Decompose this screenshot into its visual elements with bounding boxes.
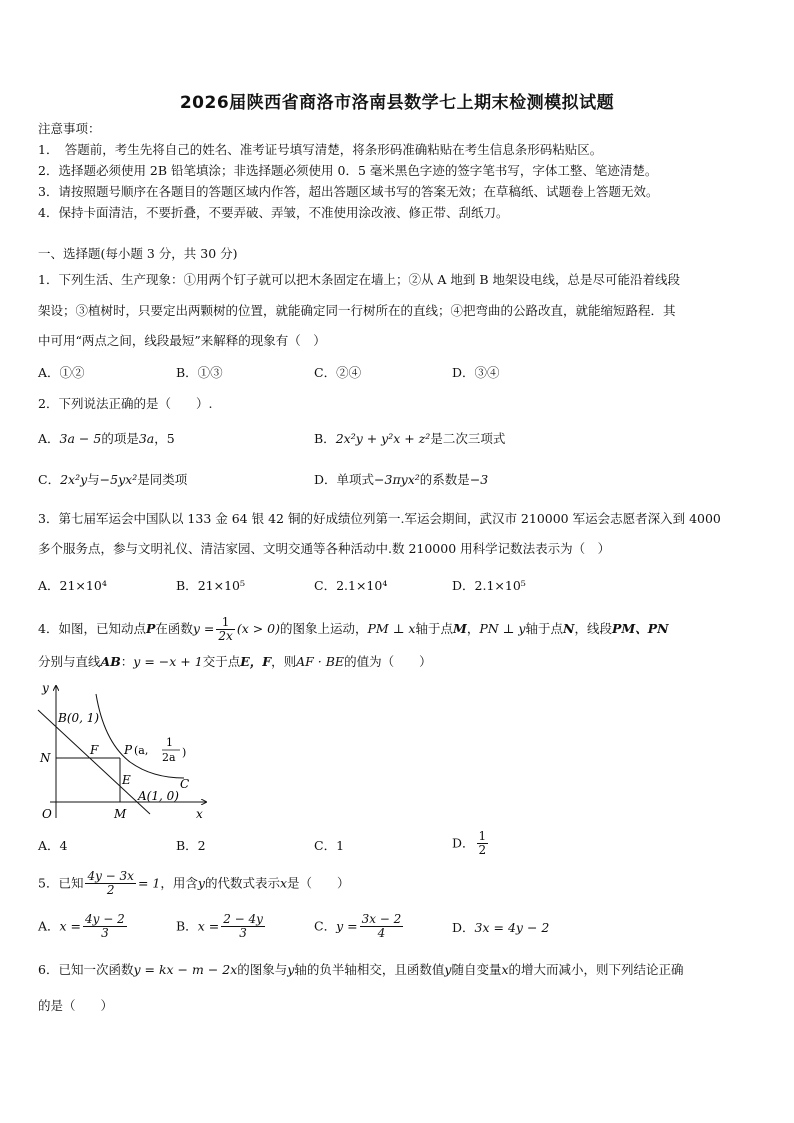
q1-option-a: A．①② [38,365,85,380]
q2-d-expr2: −3 [469,472,489,487]
note-item-1: 1． 答题前，考生先将自己的姓名、准考证号填写清楚，将条形码准确粘贴在考生信息条形码粘贴区。 [38,142,603,157]
q5-d-label: D． [452,920,475,935]
q2-a-expr: 3a − 5 [59,431,102,446]
q5-text-1: 5．已知 [38,875,84,891]
q4-line-1: 4．如图，已知动点P在函数y = $\frac{1}{2x}$ (x > 0)的图象上运动，PM ⊥ x轴于点M，PN ⊥ y轴于点N，线段PM、PN [38,615,669,643]
q4-point-n: N [563,621,575,636]
q3-c-label: C． [314,578,337,593]
q2-a-term2: ，5 [154,431,175,446]
label-x: x [196,807,203,821]
q2-b-tail: 是二次三项式 [430,431,506,446]
q6-var-x: x [501,962,509,977]
q4-text-3: 的图象上运动， [280,621,368,636]
q3-option-c [314,578,387,594]
q4-line-equation: y = −x + 1 [133,654,203,669]
q2-option-c [38,472,187,488]
q4-func-lhs: y = [192,621,215,636]
q3-b-value: 21×10⁵ [197,578,245,593]
q4-d-den: 2 [478,843,487,857]
q4-product: AF · BE [296,654,345,669]
label-p-coord: (a, [134,744,149,757]
q2-c-tail: 是同类项 [137,472,188,487]
q4-pn-perp: PN ⊥ y [479,621,526,636]
q5-b-den: 3 [239,926,247,940]
q4-text-9: 交于点 [202,654,241,669]
q2-d-label: D．单项式 [314,472,375,487]
q1-line-3: 中可用“两点之间，线段最短”来解释的现象有（ ） [38,333,326,348]
q3-a-value: 21×10⁴ [59,578,107,593]
line-ab [38,710,150,814]
q2-d-expr1: −3πyx² [374,472,420,487]
q5-a-lhs: x = [59,918,82,934]
note-item-3: 3．请按照题号顺序在各题目的答题区域内作答，超出答题区域书写的答案无效；在草稿纸、试题卷上答题无效。 [38,184,659,199]
q4-points-ef: E，F [240,654,272,669]
label-m: M [114,807,127,821]
q4-func-den: 2x [218,629,233,643]
q2-b-label: B． [314,431,336,446]
q5-option-d [452,920,549,936]
section-heading: 一、选择题(每小题 3 分，共 30 分) [38,246,238,261]
q6-expr: y = kx − m − 2x [133,962,238,977]
q5-c-frac [360,913,404,940]
q4-text-5: 轴于点 [525,621,563,636]
q2-c-mid: 与 [87,472,100,487]
q5-stem [38,870,350,897]
q4-func-frac [216,616,234,643]
q5-option-b [176,913,267,940]
label-p-num: 1 [166,736,173,749]
q5-c-label: C． [314,918,337,934]
q2-b-expr: 2x²y + y²x + z² [335,431,431,446]
q2-a-term: 3a [138,431,155,446]
label-e: E [122,773,131,787]
q4-segments: PM、PN [611,621,669,636]
q4-text-11: 的值为（ ） [344,654,432,669]
q4-option-a: A．4 [38,838,68,853]
q3-option-a [38,578,107,594]
q4-figure [34,680,224,825]
q4-text-10: ，则 [271,654,297,669]
q5-b-frac [221,913,265,940]
q2-option-d [314,472,488,488]
q5-var-x: x [279,875,288,891]
q3-c-value: 2.1×10⁴ [336,578,388,593]
q2-a-label: A． [38,431,60,446]
q4-func-num: 1 [216,616,234,630]
label-p-close: ) [182,746,187,759]
q5-b-lhs: x = [197,918,220,934]
q6-line-1 [38,962,684,978]
q3-a-label: A． [38,578,60,593]
q6-text-2: 的图象与 [237,962,288,977]
q4-option-c: C．1 [314,838,345,853]
q5-a-num: 4y − 2 [85,912,125,926]
page-title: 2026届陕西省商洛市洛南县数学七上期末检测模拟试题 [179,93,615,113]
q5-frac [85,870,136,897]
q4-text-8: ： [120,654,134,669]
q6-text-3: 轴的负半轴相交，且函数值 [294,962,445,977]
q5-eq: = 1 [137,875,161,891]
q4-text-7: 分别与直线 [38,654,101,669]
label-p-den: 2a [162,751,176,764]
q3-b-label: B． [176,578,198,593]
q6-var-y2: y [444,962,452,977]
q5-a-frac [83,913,127,940]
q4-d-label: D． [452,835,475,851]
q5-text-3: 的代数式表示 [204,875,280,891]
q5-den: 2 [106,883,115,897]
q4-d-frac [477,830,489,857]
q4-text-6: ，线段 [574,621,612,636]
q5-c-den: 4 [377,926,386,940]
q5-d-expr: 3x = 4y − 2 [474,920,550,935]
q5-a-label: A． [38,918,60,934]
q5-b-num: 2 − 4y [223,912,263,926]
q1-option-c: C．②④ [314,365,362,380]
q5-option-a [38,913,129,940]
q3-option-b [176,578,245,594]
q3-line-1: 3．第七届军运会中国队以 133 金 64 银 42 铜的好成绩位列第一.军运会期间，武汉市 210000 军运会志愿者深入到 4000 [38,511,721,526]
label-f: F [90,743,99,757]
notes-heading: 注意事项： [38,121,101,136]
label-p: P [124,743,133,757]
q4-text-4: 轴于点 [415,621,453,636]
label-o: O [42,807,52,821]
q6-var-y: y [287,962,295,977]
q6-text-5: 的增大而减小，则下列结论正确 [508,962,684,977]
label-c: C [180,777,190,791]
q4-point-m: M [453,621,467,636]
q4-text-2: 在函数 [155,621,193,636]
q5-a-den: 3 [101,926,109,940]
label-y: y [42,681,49,695]
q6-line-2: 的是（ ） [38,998,114,1013]
q5-text-4: 是（ ） [287,875,350,891]
q2-a-mid: 的项是 [101,431,139,446]
q5-num: 4y − 3x [87,869,134,883]
q4-d-num: 1 [478,829,487,843]
q1-option-d: D．③④ [452,365,500,380]
q2-d-mid: 的系数是 [419,472,470,487]
q4-func-cond: (x > 0) [236,621,280,636]
q3-d-label: D． [452,578,475,593]
q5-c-num: 3x − 2 [361,912,402,926]
q2-option-a [38,431,175,447]
q1-option-b: B．①③ [176,365,223,380]
q4-line-2 [38,654,432,670]
note-item-4: 4．保持卡面清洁，不要折叠，不要弄破、弄皱，不准使用涂改液、修正带、刮纸刀。 [38,205,509,220]
q2-option-b [314,431,505,447]
q5-c-lhs: y = [336,918,358,934]
note-item-2: 2．选择题必须使用 2B 铅笔填涂；非选择题必须使用 0．5 毫米黑色字迹的签字笔书写，字体工整、笔迹清楚。 [38,163,658,178]
q3-d-value: 2.1×10⁵ [474,578,526,593]
q4-pm-perp: PM ⊥ x [367,621,416,636]
q2-c-label: C． [38,472,61,487]
q2-stem: 2．下列说法正确的是（ ）. [38,396,213,411]
q5-b-label: B． [176,918,198,934]
q5-var-y: y [197,875,205,891]
label-a: A(1, 0) [138,789,179,803]
label-b: B(0, 1) [58,711,100,725]
q5-text-2: ，用含 [160,875,198,891]
q5-option-c [314,913,405,940]
q4-line-ab: AB [100,654,121,669]
q6-text-1: 6．已知一次函数 [38,962,134,977]
q4-option-b: B．2 [176,838,206,853]
q4-option-d [452,830,490,857]
q2-c-expr2: −5yx² [99,472,138,487]
q1-line-1: 1．下列生活、生产现象：①用两个钉子就可以把木条固定在墙上；②从 A 地到 B 地架设电线，总是尽可能沿着线段 [38,272,681,287]
q3-option-d [452,578,526,594]
q4-text-1: 4．如图，已知动点 [38,621,146,636]
q4-point-p: P [145,621,156,636]
q3-line-2: 多个服务点，参与文明礼仪、清洁家园、文明交通等各种活动中.数 210000 用科学记数法表示为（ ） [38,541,611,556]
q2-c-expr1: 2x²y [60,472,88,487]
label-n: N [40,751,51,765]
q1-line-2: 架设；③植树时，只要定出两颗树的位置，就能确定同一行树所在的直线；④把弯曲的公路改直，就能缩短路程．其 [38,303,676,318]
q6-text-4: 随自变量 [451,962,502,977]
